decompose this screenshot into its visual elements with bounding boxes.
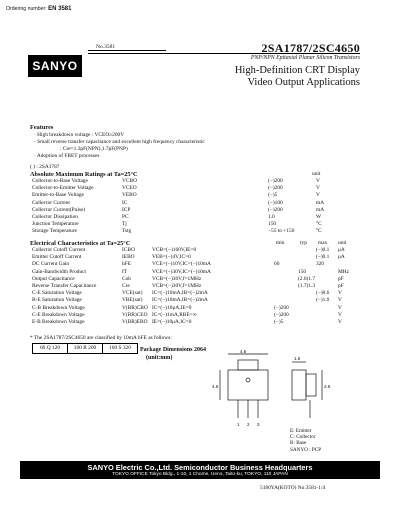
- char-typ: (1.7)1.3: [298, 283, 316, 289]
- elec-row: [30, 261, 360, 268]
- legend-emitter: E: Emitter: [290, 428, 312, 434]
- package-heading: Package Dimensions 2064: [140, 347, 206, 353]
- package-unit: (unit:mm): [146, 355, 173, 361]
- abs-max-heading: Absolute Maximum Ratings at Ta=25°C: [30, 171, 138, 178]
- char-condition: VCB=(−)30V,f=1MHz: [152, 283, 202, 289]
- param-unit: °C: [316, 221, 322, 228]
- footer-bar: [20, 461, 380, 479]
- char-max: (−)0.1: [316, 254, 330, 261]
- param-value: (−)200: [268, 185, 283, 192]
- char-unit: μA: [338, 254, 345, 261]
- elec-row: [30, 269, 360, 276]
- feature-item: · Adoption of FBET processes: [34, 153, 100, 159]
- svg-text:4.5: 4.5: [212, 384, 219, 389]
- char-symbol: V(BR)EBO: [122, 319, 148, 325]
- char-unit: V: [338, 290, 342, 297]
- char-max: (−)1.0: [316, 297, 330, 304]
- param-value: (−)200: [268, 206, 283, 213]
- abs-max-row: [30, 178, 360, 185]
- features-heading: Features: [30, 124, 54, 131]
- param-symbol: ICP: [122, 206, 131, 213]
- param-unit: °C: [316, 228, 322, 235]
- char-condition: IE=(−)10μA,IC=0: [152, 319, 192, 325]
- sanyo-logo: SANYO: [28, 55, 82, 77]
- char-name: Reverse Transfer Capacitance: [32, 283, 97, 289]
- subtitle: PNP/NPN Epitaxial Planar Silicon Transistors: [250, 55, 360, 61]
- char-symbol: VCE(sat): [122, 290, 143, 297]
- elec-row: [30, 305, 360, 312]
- title-line-2: Video Output Applications: [247, 77, 360, 88]
- svg-text:2.5: 2.5: [324, 384, 331, 389]
- char-unit: V: [338, 311, 342, 318]
- char-condition: IC=(−)10mA,IB=(−)2mA: [152, 290, 208, 297]
- char-condition: VEB=(−)4V,IC=0: [152, 254, 191, 261]
- abs-max-unit-header: unit: [312, 171, 321, 177]
- col-typ: typ: [300, 240, 307, 246]
- char-symbol: ICBO: [122, 247, 135, 253]
- svg-text:1: 1: [237, 422, 240, 427]
- char-symbol: fT: [122, 268, 128, 275]
- char-unit: V: [338, 297, 342, 304]
- param-name: Collector-to-Base Voltage: [32, 178, 88, 184]
- char-unit: pF: [338, 275, 344, 282]
- rank-q: 60 Q 120: [33, 344, 68, 353]
- param-symbol: VCEO: [122, 185, 137, 192]
- char-condition: VCB=(−)160V,IE=0: [152, 247, 197, 253]
- abs-max-row: [30, 192, 360, 199]
- abs-max-row: [30, 185, 360, 192]
- abs-max-row: [30, 207, 360, 214]
- char-max: (−)0.6: [316, 290, 330, 297]
- char-unit: MHz: [338, 268, 350, 275]
- legend-code: SANYO : PCP: [290, 447, 322, 453]
- svg-text:4.6: 4.6: [240, 349, 247, 354]
- doc-number: No.3581: [88, 44, 166, 51]
- char-name: Collector Cutoff Current: [32, 247, 86, 253]
- header-rule: [88, 53, 360, 54]
- param-symbol: Tj: [122, 221, 127, 228]
- col-unit: unit: [338, 240, 347, 246]
- legend-collector: C: Collector: [290, 434, 316, 440]
- char-name: C-E Breakdown Voltage: [32, 311, 85, 318]
- part-numbers: 2SA1787/2SC4650: [261, 41, 360, 55]
- char-unit: μA: [338, 247, 345, 253]
- param-symbol: VEBO: [122, 192, 137, 199]
- char-condition: IC=(−)10mA,IB=(−)2mA: [152, 297, 208, 304]
- param-unit: V: [316, 192, 320, 199]
- ordering-number: [6, 6, 71, 12]
- char-typ: 150: [298, 268, 307, 275]
- char-symbol: V(BR)CBO: [122, 304, 148, 311]
- param-value: −55 to +150: [268, 228, 295, 235]
- char-min: 60: [274, 261, 280, 268]
- char-unit: V: [338, 304, 342, 311]
- param-unit: mA: [316, 199, 325, 206]
- footer-address: TOKYO OFFICE Tokyo Bldg., 1-10, 1 Chome, Ueno, Taito-ku, TOKYO, 110 JAPAN: [112, 472, 288, 477]
- param-name: Collector Current(Pulse): [32, 206, 86, 213]
- param-name: Emitter-to-Base Voltage: [32, 192, 84, 199]
- param-value: 1.0: [268, 214, 275, 220]
- elec-row: [30, 283, 360, 290]
- elec-row: [30, 276, 360, 283]
- param-symbol: IC: [122, 199, 128, 206]
- svg-text:1.6: 1.6: [294, 356, 301, 361]
- param-unit: mA: [316, 206, 325, 213]
- char-typ: (2.6)1.7: [298, 275, 316, 282]
- char-condition: IC=(−)10μA,IE=0: [152, 304, 192, 311]
- classify-note: * The 2SA1787/2SC4650 are classified by 10mA hFE as follows:: [30, 335, 172, 341]
- char-name: Output Capacitance: [32, 275, 75, 282]
- param-symbol: PC: [122, 214, 129, 220]
- abs-max-row: [30, 200, 360, 207]
- char-name: C-B Breakdown Voltage: [32, 304, 85, 311]
- char-max: (−)0.1: [316, 247, 330, 253]
- char-symbol: hFE: [122, 261, 131, 268]
- char-symbol: Cre: [122, 283, 130, 289]
- svg-text:3: 3: [257, 422, 260, 427]
- elec-row: [30, 247, 360, 254]
- title-line-1: High-Definition CRT Display: [234, 65, 360, 76]
- package-drawing: [210, 348, 360, 458]
- param-name: Collector-to-Emitter Voltage: [32, 185, 94, 192]
- pnp-note: ( ) : 2SA1787: [30, 164, 60, 170]
- ordering-label: Ordering number:: [6, 6, 47, 12]
- char-min: (−)200: [274, 311, 289, 318]
- elec-row: [30, 319, 360, 326]
- footer-code: 5180YA(KOTO) No.3581-1/4: [260, 485, 326, 491]
- ordering-number-value: EN 3581: [48, 6, 72, 12]
- char-symbol: VBE(sat): [122, 297, 143, 304]
- col-max: max: [318, 240, 328, 246]
- char-name: DC Current Gain: [32, 261, 70, 268]
- svg-text:2: 2: [247, 422, 250, 427]
- char-unit: pF: [338, 283, 344, 289]
- char-condition: VCE=(−)10V,IC=(−)10mA: [152, 261, 211, 268]
- param-name: Storage Temperature: [32, 228, 77, 235]
- rank-r: 100 R 200: [68, 344, 103, 353]
- char-max: 320: [316, 261, 325, 268]
- char-name: B-E Saturation Voltage: [32, 297, 82, 304]
- param-symbol: VCBO: [122, 178, 137, 184]
- param-symbol: Tstg: [122, 228, 132, 235]
- char-name: E-B Breakdown Voltage: [32, 319, 85, 325]
- param-value: (−)100: [268, 199, 283, 206]
- feature-item: : Cre=1.3pF(NPN),1.7pF(PNP): [60, 146, 128, 152]
- param-unit: W: [316, 214, 322, 220]
- param-name: Collector Dissipation: [32, 214, 78, 220]
- char-min: (−)5: [274, 319, 284, 325]
- char-symbol: IEBO: [122, 254, 135, 261]
- feature-item: · High breakdown voltage : VCEO≥200V: [34, 132, 125, 138]
- elec-row: [30, 312, 360, 319]
- param-value: (−)5: [268, 192, 278, 199]
- char-name: C-E Saturation Voltage: [32, 290, 82, 297]
- abs-max-row: [30, 214, 360, 221]
- char-unit: V: [338, 319, 342, 325]
- abs-max-row: [30, 221, 360, 228]
- abs-max-row: [30, 228, 360, 235]
- elec-heading: Electrical Characteristics at Ta=25°C: [30, 240, 131, 247]
- char-name: Gain-Bandwidth Product: [32, 268, 87, 275]
- char-symbol: Cob: [122, 275, 131, 282]
- elec-row: [30, 297, 360, 304]
- char-condition: VCE=(−)30V,IC=(−)10mA: [152, 268, 211, 275]
- char-symbol: V(BR)CEO: [122, 311, 148, 318]
- param-unit: V: [316, 178, 320, 184]
- param-unit: V: [316, 185, 320, 192]
- legend-base: B: Base: [290, 440, 307, 446]
- char-min: (−)200: [274, 304, 289, 311]
- rank-s: 160 S 320: [109, 345, 131, 351]
- param-name: Collector Current: [32, 199, 70, 206]
- char-name: Emitter Cutoff Current: [32, 254, 82, 261]
- col-min: min: [276, 240, 285, 246]
- footer-company: SANYO Electric Co.,Ltd. Semiconductor Business Headquarters: [87, 463, 313, 472]
- param-value: (−)200: [268, 178, 283, 184]
- param-value: 150: [268, 221, 277, 228]
- param-name: Junction Temperature: [32, 221, 79, 228]
- feature-item: · Small reverse transfer capacitance and excellent high frequency characteristic: [34, 139, 205, 145]
- char-condition: VCB=(−)30V,f=1MHz: [152, 275, 202, 282]
- char-condition: IC=(−)1mA,RBE=∞: [152, 311, 197, 318]
- hfe-rank-table: [32, 343, 138, 354]
